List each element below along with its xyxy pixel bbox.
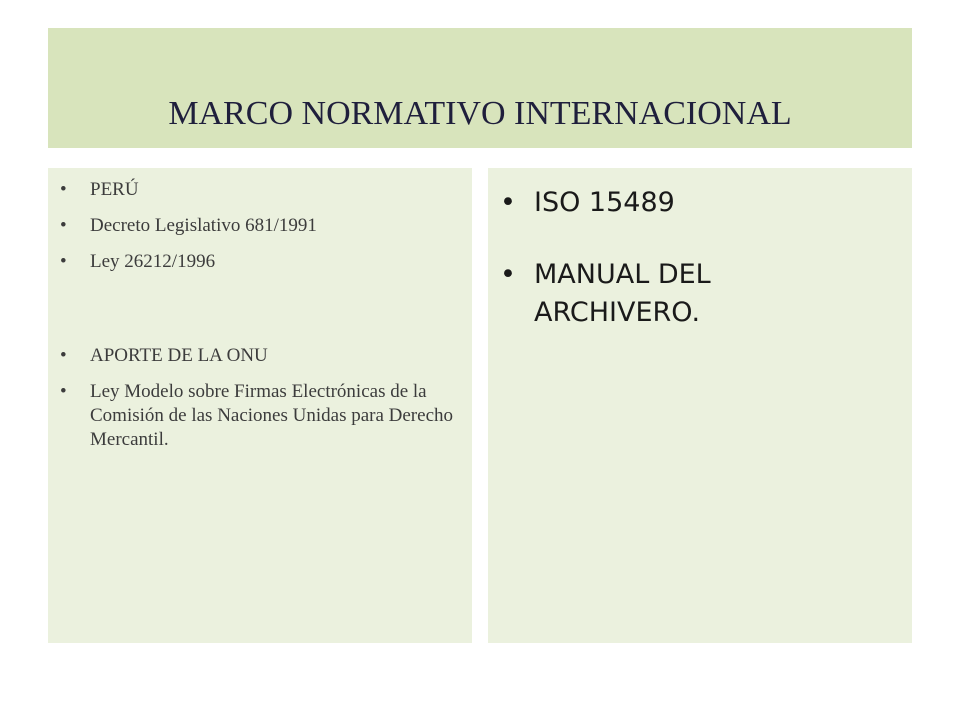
bullet-icon: • [60,345,67,366]
slide-title: MARCO NORMATIVO INTERNACIONAL [168,95,792,132]
title-banner [48,28,912,148]
left-bullet-list [60,178,466,464]
bullet-icon: • [500,187,516,218]
list-item-text: Ley Modelo sobre Firmas Electrónicas de la Comisión de las Naciones Unidas para Derecho Mercantil. [90,381,454,450]
right-content-panel [488,168,912,643]
bullet-icon: • [60,381,67,402]
list-item [60,380,466,452]
list-item-text: PERÚ [90,179,139,200]
bullet-icon: • [60,215,67,236]
list-item-text: APORTE DE LA ONU [90,345,268,366]
list-item-text: ISO 15489 [534,187,675,218]
list-item-text: Ley 26212/1996 [90,251,216,272]
list-item-text: MANUAL DEL ARCHIVERO. [534,259,711,328]
bullet-icon: • [60,251,67,272]
list-item [60,344,466,368]
list-item-text: Decreto Legislativo 681/1991 [90,215,317,236]
list-item [60,214,466,238]
list-item [60,178,466,202]
right-bullet-list [498,184,902,366]
bullet-icon: • [60,179,67,200]
left-content-panel [48,168,472,643]
list-item [498,256,902,332]
bullet-icon: • [500,259,516,290]
list-item [498,184,902,222]
list-item [60,250,466,274]
